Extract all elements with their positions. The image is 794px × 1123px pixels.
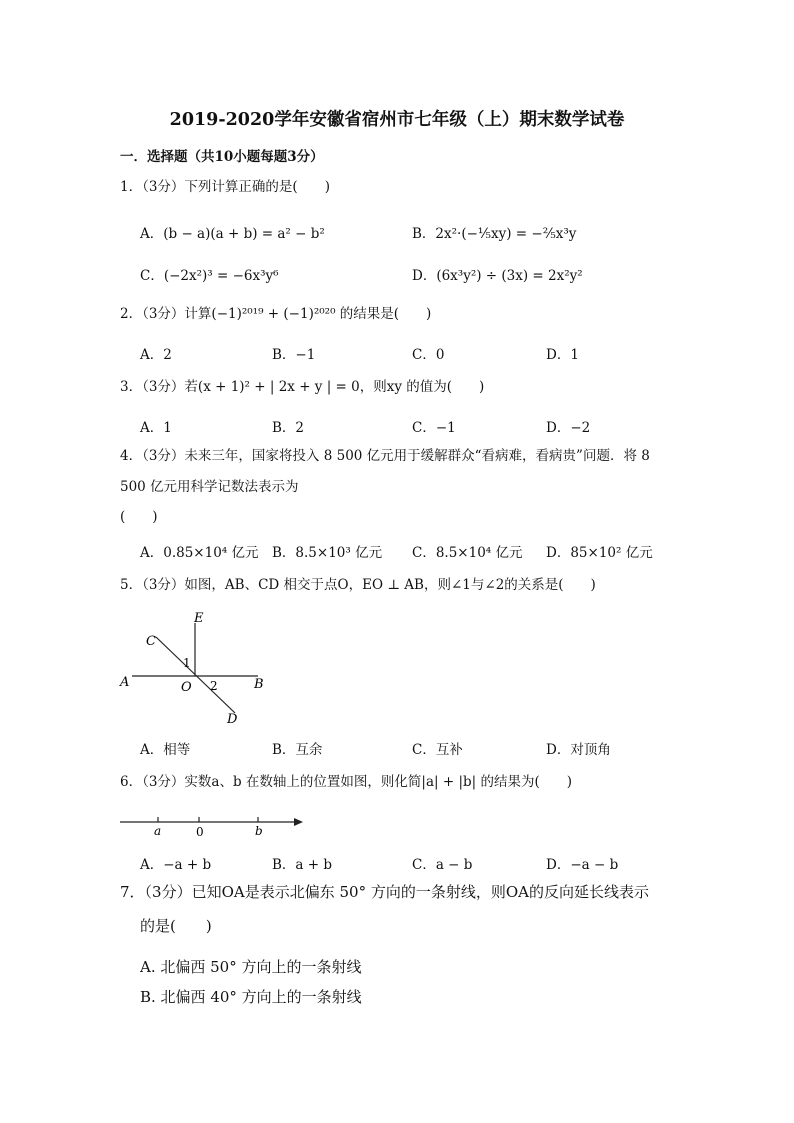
question-6-option-d: D．−a − b — [546, 857, 619, 873]
question-5-stem: 5．（3分）如图，AB、CD 相交于点O，EO ⊥ AB，则∠1与∠2的关系是( ) — [120, 577, 596, 593]
question-1-option-b: B．2x²·(−⅕xy) = −⅖x³y — [412, 226, 577, 242]
question-6-stem: 6．（3分）实数a、b 在数轴上的位置如图，则化简|a| + |b| 的结果为( ) — [120, 774, 573, 790]
question-3-option-b: B．2 — [272, 420, 305, 436]
question-6-option-a: A．−a + b — [140, 857, 212, 873]
question-1-stem: 1．（3分）下列计算正确的是( ) — [120, 179, 330, 195]
question-7-stem-line-1: 7．（3分）已知OA是表示北偏东 50° 方向的一条射线，则OA的反向延长线表示 — [120, 883, 649, 901]
point-label-o: O — [181, 680, 192, 695]
point-label-e: E — [194, 611, 204, 626]
question-1-option-d: D．(6x³y²) ÷ (3x) = 2x²y² — [412, 268, 583, 284]
question-6-option-c: C．a − b — [412, 857, 473, 873]
question-3-option-c: C．−1 — [412, 420, 456, 436]
question-3-option-a: A．1 — [140, 420, 172, 436]
question-6-option-b: B．a + b — [272, 857, 333, 873]
number-line-arrow — [294, 818, 303, 826]
tick-label-zero: 0 — [196, 825, 204, 839]
question-7-option-b: B. 北偏西 40° 方向上的一条射线 — [140, 988, 362, 1006]
question-3-option-d: D．−2 — [546, 420, 591, 436]
question-5-option-c: C．互补 — [412, 742, 463, 758]
question-7-option-a: A. 北偏西 50° 方向上的一条射线 — [140, 958, 362, 976]
question-4-option-c: C．8.5×10⁴ 亿元 — [412, 545, 523, 561]
question-4-stem-line-2: 500 亿元用科学记数法表示为 — [120, 479, 299, 495]
section-heading: 一．选择题（共10小题每题3分） — [120, 149, 324, 165]
question-4-option-a: A．0.85×10⁴ 亿元 — [140, 545, 259, 561]
tick-label-b: b — [255, 824, 263, 838]
question-2-stem: 2．（3分）计算(−1)²⁰¹⁹ + (−1)²⁰²⁰ 的结果是( ) — [120, 306, 432, 322]
exam-title: 2019-2020学年安徽省宿州市七年级（上）期末数学试卷 — [169, 110, 625, 130]
question-2-option-c: C．0 — [412, 347, 445, 363]
question-7-stem-line-2: 的是( ) — [140, 917, 212, 935]
question-4-stem-line-1: 4．（3分）未来三年，国家将投入 8 500 亿元用于缓解群众“看病难，看病贵”问题．将 8 — [120, 448, 650, 464]
question-5-option-b: B．互余 — [272, 742, 323, 758]
point-label-c: C — [146, 634, 156, 649]
tick-label-a: a — [154, 824, 162, 838]
point-label-d: D — [227, 712, 238, 727]
point-label-b: B — [254, 677, 264, 692]
question-5-option-d: D．对顶角 — [546, 742, 611, 758]
question-4-stem-line-3: ( ) — [120, 509, 158, 525]
question-1-option-c: C．(−2x²)³ = −6x³y⁶ — [140, 268, 279, 284]
question-4-option-b: B．8.5×10³ 亿元 — [272, 545, 383, 561]
question-4-option-d: D．85×10² 亿元 — [546, 545, 653, 561]
angle-label-2: 2 — [210, 679, 218, 693]
question-2-option-d: D．1 — [546, 347, 579, 363]
point-label-a: A — [120, 675, 130, 690]
angle-label-1: 1 — [183, 656, 191, 670]
question-2-option-b: B．−1 — [272, 347, 316, 363]
question-5-figure — [110, 605, 280, 730]
question-3-stem: 3．（3分）若(x + 1)² + | 2x + y | = 0，则xy 的值为( ) — [120, 379, 485, 395]
question-1-option-a: A．(b − a)(a + b) = a² − b² — [140, 226, 325, 242]
question-5-option-a: A．相等 — [140, 742, 191, 758]
question-2-option-a: A．2 — [140, 347, 172, 363]
number-line-figure — [115, 808, 310, 843]
